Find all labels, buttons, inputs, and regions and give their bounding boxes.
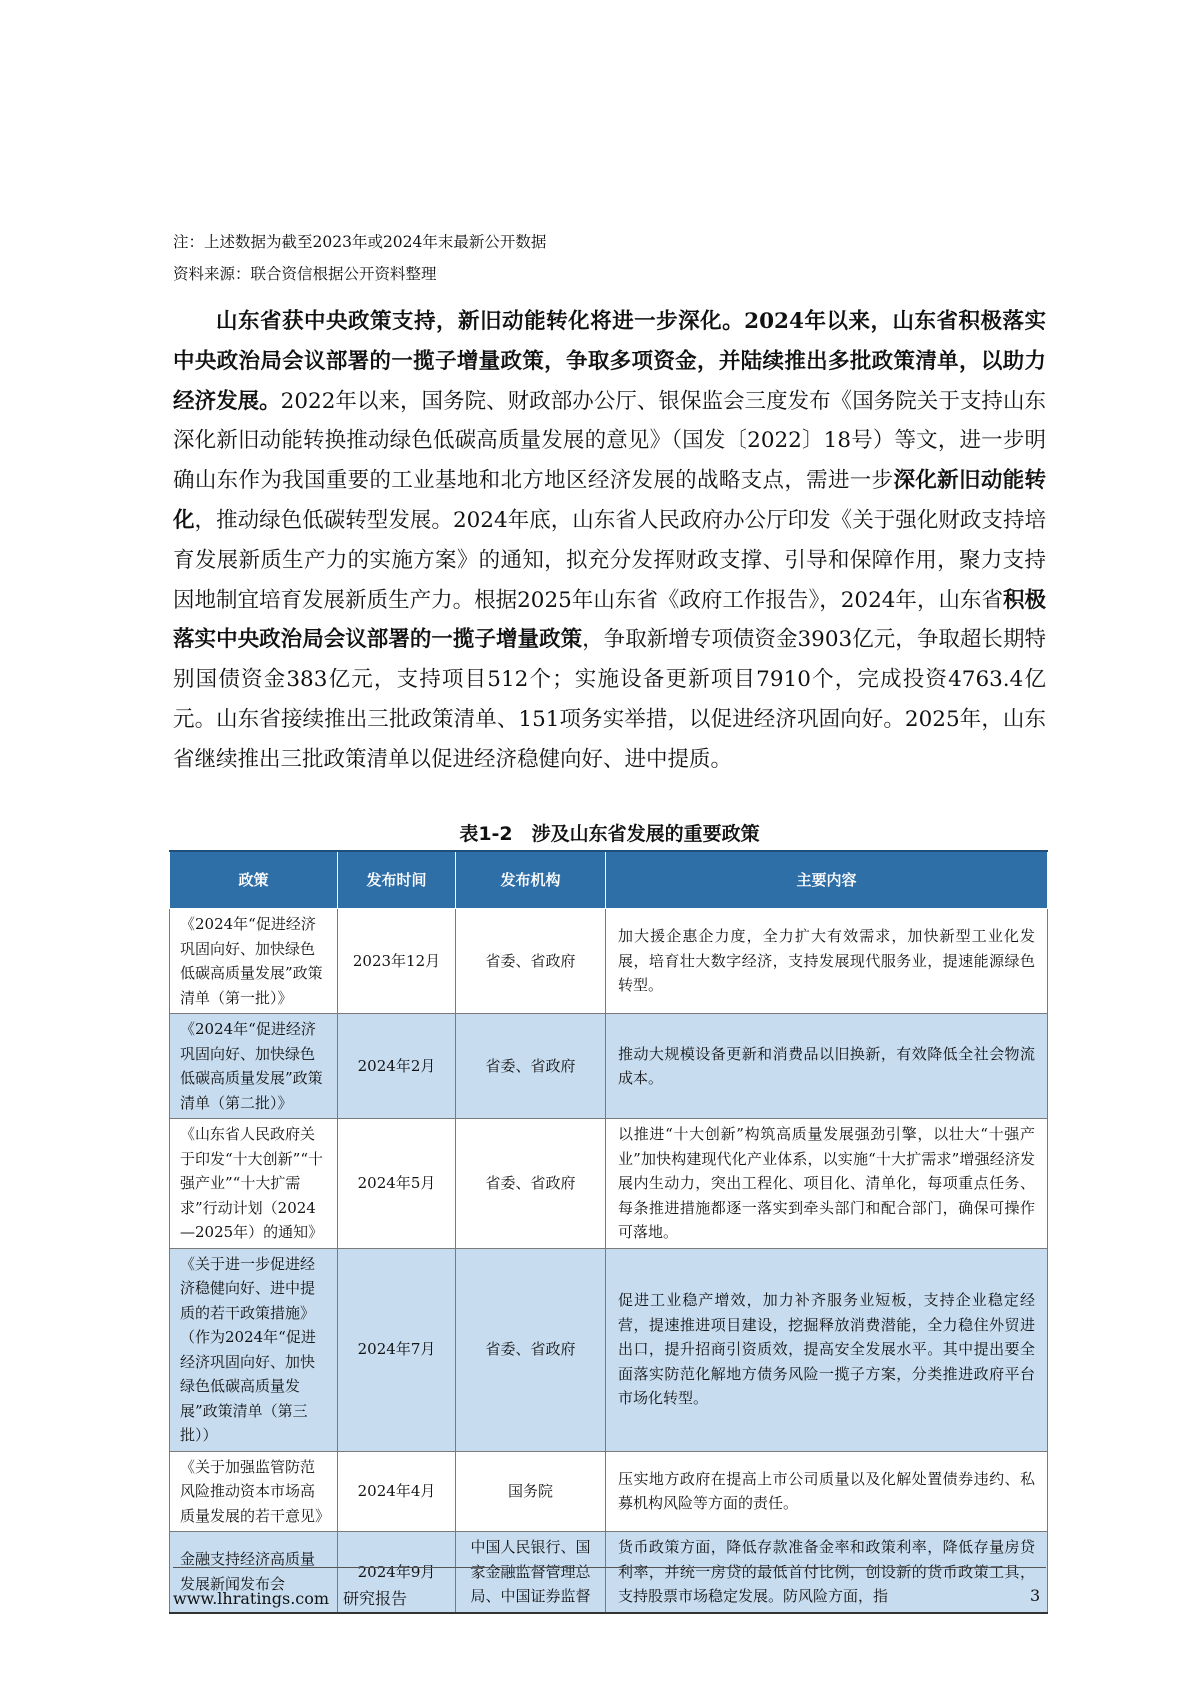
cell-org: 省委、省政府 — [456, 1014, 606, 1119]
cell-org: 省委、省政府 — [456, 1119, 606, 1249]
footer-left — [173, 1586, 407, 1609]
table-row — [170, 1119, 1048, 1249]
cell-time: 2024年2月 — [338, 1014, 456, 1119]
table-row — [170, 1248, 1048, 1451]
cell-org: 省委、省政府 — [456, 909, 606, 1014]
cell-content: 推动大规模设备更新和消费品以旧换新，有效降低全社会物流成本。 — [606, 1014, 1048, 1119]
lead-bold-text: 山东省获中央政策支持，新旧动能转化将进一步深化。2024年以来，山东省积极落实中央政治局会议部署的一揽子增量政策，争取多项资金，并陆续推出多批政策清单，以助力经济发展。 — [173, 309, 1046, 414]
cell-content: 促进工业稳产增效，加力补齐服务业短板，支持企业稳定经营，提速推进项目建设，挖掘释放消费潜能，全力稳住外贸进出口，提升招商引资质效，提高安全发展水平。其中提出要全面落实防范化解地方债务风险一揽子方案，分类推进政府平台市场化转型。 — [606, 1248, 1048, 1451]
cell-policy: 《2024年“促进经济巩固向好、加快绿色低碳高质量发展”政策清单（第二批）》 — [170, 1014, 338, 1119]
table-header-row — [170, 851, 1048, 909]
cell-content: 以推进“十大创新”构筑高质量发展强劲引擎，以壮大“十强产业”加快构建现代化产业体系，以实施“十大扩需求”增强经济发展内生动力，突出工程化、项目化、清单化，每项重点任务、每条推进措施都逐一落实到牵头部门和配合部门，确保可操作可落地。 — [606, 1119, 1048, 1249]
footer-label: 研究报告 — [343, 1589, 408, 1608]
table-row — [170, 1014, 1048, 1119]
cell-org: 国务院 — [456, 1451, 606, 1532]
cell-org: 省委、省政府 — [456, 1248, 606, 1451]
cell-time: 2023年12月 — [338, 909, 456, 1014]
header-policy: 政策 — [170, 851, 338, 909]
cell-org: 中国人民银行、国家金融监督管理总局、中国证券监督 — [456, 1532, 606, 1613]
header-org: 发布机构 — [456, 851, 606, 909]
data-note: 注：上述数据为截至2023年或2024年末最新公开数据 — [173, 233, 547, 251]
body-paragraph — [173, 302, 1046, 780]
paragraph-text-1: 2022年以来，国务院、财政部办公厅、银保监会三度发布《国务院关于支持山东深化新旧动能转换推动绿色低碳高质量发展的意见》（国发〔2022〕18号）等文，进一步明确山东作为我国重要的工业基地和北方地区经济发展的战略支点，需进一步 — [173, 388, 1046, 494]
cell-policy: 金融支持经济高质量发展新闻发布会 — [170, 1532, 338, 1613]
cell-policy: 《关于进一步促进经济稳健向好、进中提质的若干政策措施》（作为2024年“促进经济巩固向好、加快绿色低碳高质量发展”政策清单（第三批）） — [170, 1248, 338, 1451]
footer-divider — [173, 1567, 1046, 1568]
cell-content: 压实地方政府在提高上市公司质量以及化解处置债券违约、私募机构风险等方面的责任。 — [606, 1451, 1048, 1532]
paragraph-text-2: ，推动绿色低碳转型发展。2024年底，山东省人民政府办公厅印发《关于强化财政支持培育发展新质生产力的实施方案》的通知，拟充分发挥财政支撑、引导和保障作用，聚力支持因地制宜培育发展新质生产力。根据2025年山东省《政府工作报告》，2024年，山东省 — [173, 507, 1046, 613]
emphasis-text-2: 积极落实中央政治局会议部署的一揽子增量政策 — [173, 587, 1046, 653]
footer-website: www.lhratings.com — [173, 1589, 330, 1608]
cell-content: 货币政策方面，降低存款准备金率和政策利率，降低存量房贷利率，并统一房贷的最低首付比例，创设新的货币政策工具，支持股票市场稳定发展。防风险方面，指 — [606, 1532, 1048, 1613]
emphasis-text-1: 深化新旧动能转化 — [173, 468, 1046, 533]
cell-policy: 《2024年“促进经济巩固向好、加快绿色低碳高质量发展”政策清单（第一批）》 — [170, 909, 338, 1014]
header-content: 主要内容 — [606, 851, 1048, 909]
source-note: 资料来源：联合资信根据公开资料整理 — [173, 265, 437, 283]
cell-policy: 《山东省人民政府关于印发“十大创新”“十强产业”“十大扩需求”行动计划（2024—2025年）的通知》 — [170, 1119, 338, 1249]
page-number: 3 — [1030, 1586, 1041, 1605]
table-row — [170, 1451, 1048, 1532]
table-row — [170, 909, 1048, 1014]
policy-table — [169, 850, 1048, 1614]
cell-time: 2024年5月 — [338, 1119, 456, 1249]
table-notes — [173, 226, 546, 290]
cell-time: 2024年4月 — [338, 1451, 456, 1532]
paragraph-text-3: ，争取新增专项债资金3903亿元，争取超长期特别国债资金383亿元，支持项目512个；实施设备更新项目7910个，完成投资4763.4亿元。山东省接续推出三批政策清单、151项务实举措，以促进经济巩固向好。2025年，山东省继续推出三批政策清单以促进经济稳健向好、进中提质。 — [173, 627, 1046, 772]
cell-time: 2024年9月 — [338, 1532, 456, 1613]
header-time: 发布时间 — [338, 851, 456, 909]
cell-policy: 《关于加强监管防范风险推动资本市场高质量发展的若干意见》 — [170, 1451, 338, 1532]
cell-content: 加大援企惠企力度，全力扩大有效需求，加快新型工业化发展，培育壮大数字经济，支持发展现代服务业，提速能源绿色转型。 — [606, 909, 1048, 1014]
table-caption: 表1-2 涉及山东省发展的重要政策 — [459, 823, 760, 845]
cell-time: 2024年7月 — [338, 1248, 456, 1451]
